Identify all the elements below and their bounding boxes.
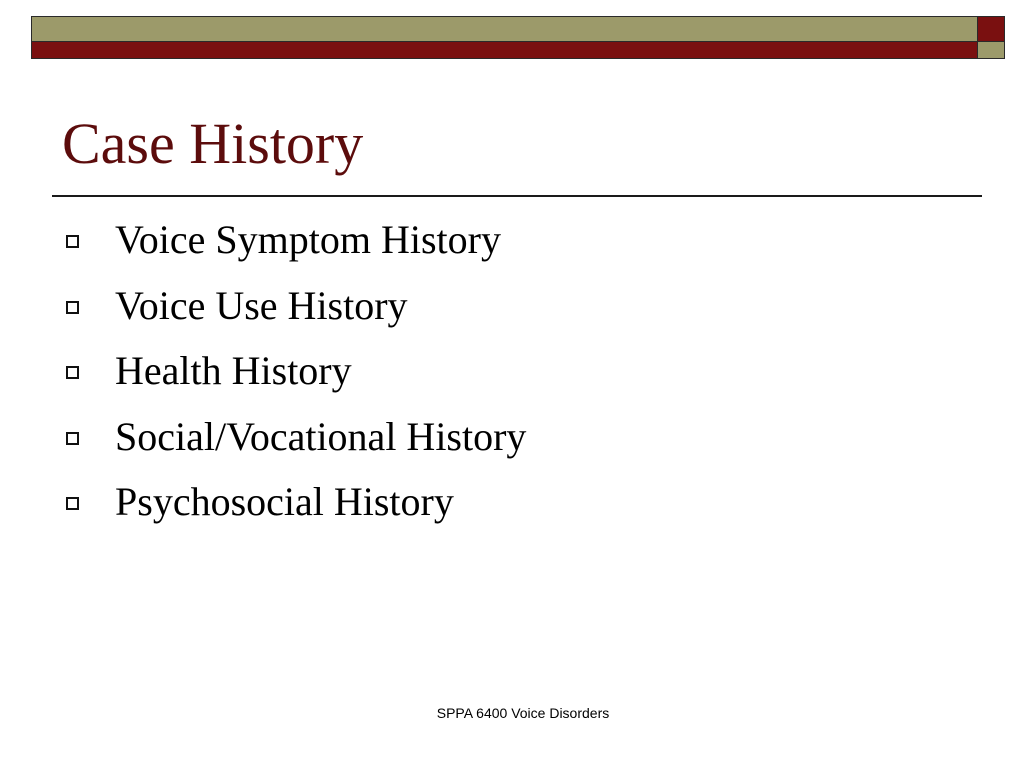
hollow-square-icon (66, 432, 79, 445)
hollow-square-icon (66, 366, 79, 379)
hollow-square-icon (66, 497, 79, 510)
bullet-text: Social/Vocational History (115, 413, 527, 459)
hollow-square-icon (66, 301, 79, 314)
banner-olive-bar (32, 17, 978, 42)
title-divider (52, 195, 982, 197)
bullet-text: Voice Use History (115, 282, 408, 328)
top-banner (31, 16, 1005, 59)
bullet-text: Health History (115, 348, 352, 393)
bullet-text: Psychosocial History (115, 479, 454, 524)
slide-title: Case History (62, 111, 364, 176)
hollow-square-icon (66, 235, 79, 248)
banner-maroon-square (978, 17, 1004, 42)
bullet-text: Voice Symptom History (115, 217, 501, 262)
slide-footer: SPPA 6400 Voice Disorders (436, 705, 610, 721)
banner-maroon-bar (32, 42, 978, 58)
banner-olive-square (978, 42, 1004, 58)
